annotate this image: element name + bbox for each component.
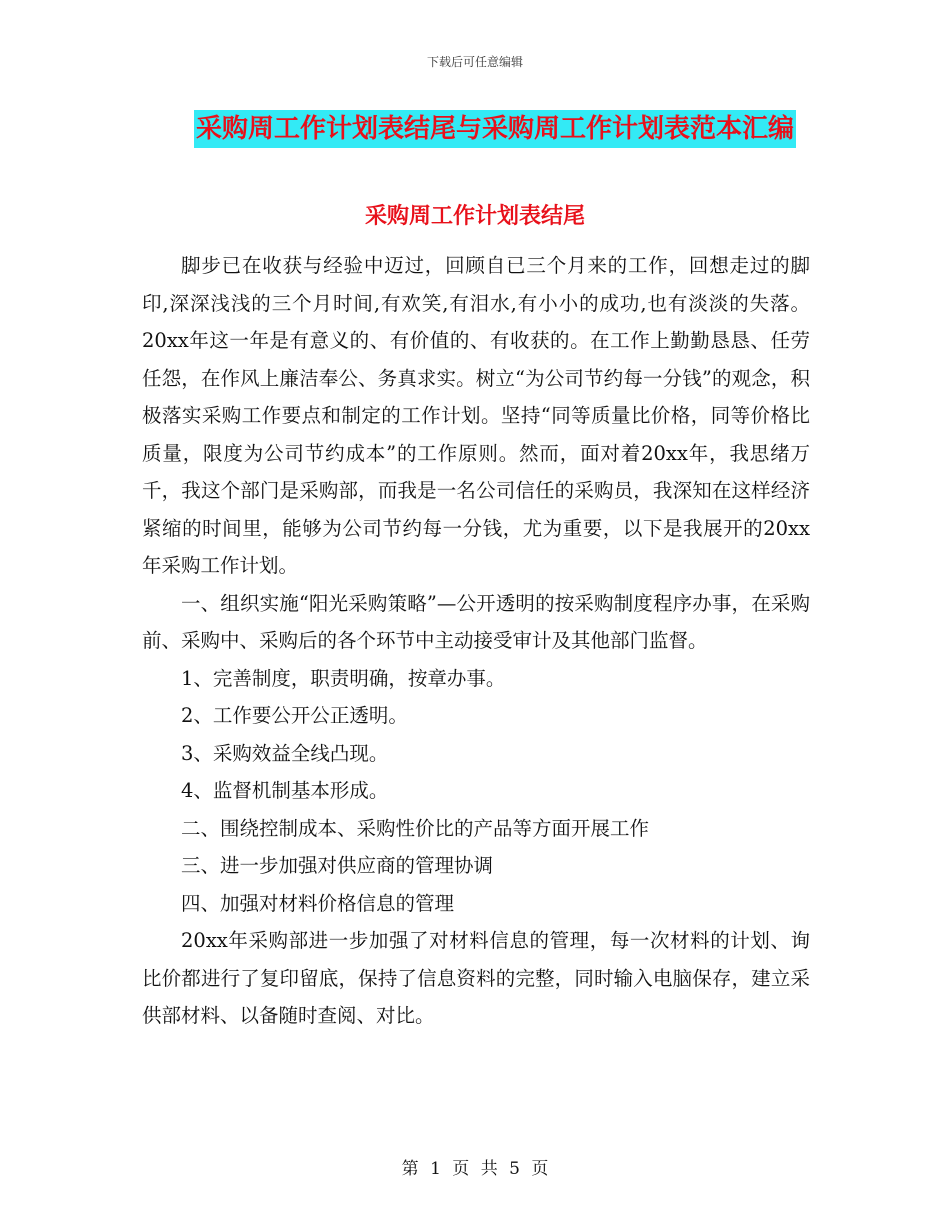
document-body bbox=[142, 247, 810, 1035]
document-title: 采购周工作计划表结尾与采购周工作计划表范本汇编 bbox=[194, 110, 796, 148]
list-item: 2、工作要公开公正透明。 bbox=[181, 704, 408, 727]
paragraph-intro: 脚步已在收获与经验中迈过，回顾自已三个月来的工作，回想走过的脚印,深深浅浅的三个月时间,有欢笑,有泪水,有小小的成功,也有淡淡的失落。20xx年这一年是有意义的、有价值的、有收获的。在工作上勤勤恳恳、任劳任怨，在作风上廉洁奉公、务真求实。树立“为公司节约每一分钱”的观念，积极落实采购工作要点和制定的工作计划。坚持“同等质量比价格，同等价格比质量，限度为公司节约成本”的工作原则。然而，面对着20xx年，我思绪万千，我这个部门是采购部，而我是一名公司信任的采购员，我深知在这样经济紧缩的时间里，能够为公司节约每一分钱，尤为重要，以下是我展开的20xx年采购工作计划。 bbox=[142, 254, 810, 577]
list-item: 3、采购效益全线凸现。 bbox=[181, 741, 389, 765]
page-number-footer: 第 1 页 共 5 页 bbox=[401, 1159, 549, 1179]
paragraph-material-info: 20xx年采购部进一步加强了对材料信息的管理，每一次材料的计划、询比价都进行了复印留底，保持了信息资料的完整，同时输入电脑保存，建立采供部材料、以备随时查阅、对比。 bbox=[142, 929, 810, 1027]
list-item: 三、进一步加强对供应商的管理协调 bbox=[181, 854, 494, 877]
list-item: 二、围绕控制成本、采购性价比的产品等方面开展工作 bbox=[181, 816, 650, 840]
paragraph-section-one: 一、组织实施“阳光采购策略”—公开透明的按采购制度程序办事，在采购前、采购中、采购后的各个环节中主动接受审计及其他部门监督。 bbox=[142, 591, 810, 652]
list-item: 1、完善制度，职责明确，按章办事。 bbox=[181, 666, 506, 690]
list-item: 四、加强对材料价格信息的管理 bbox=[181, 891, 455, 915]
section-title: 采购周工作计划表结尾 bbox=[364, 204, 585, 229]
page-header-note: 下载后可任意编辑 bbox=[426, 55, 523, 69]
list-item: 4、监督机制基本形成。 bbox=[181, 779, 389, 802]
